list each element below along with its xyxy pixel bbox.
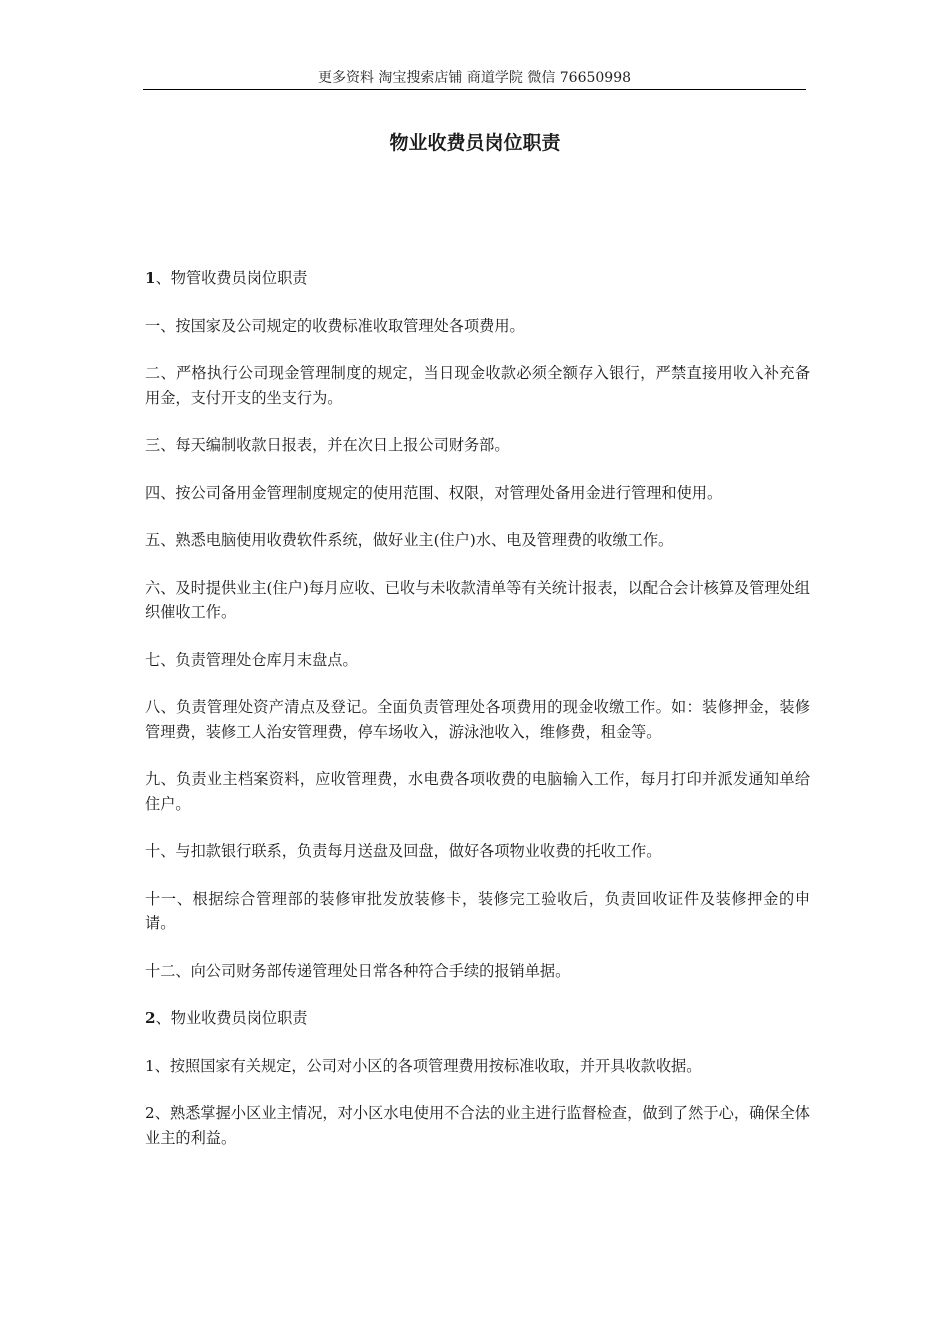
- duty-item: 2、熟悉掌握小区业主情况，对小区水电使用不合法的业主进行监督检查，做到了然于心，确保全体业主的利益。: [145, 1104, 810, 1147]
- section-heading-text: 、物管收费员岗位职责: [155, 269, 308, 287]
- section-number: 1: [145, 269, 156, 287]
- duty-item: 十、与扣款银行联系，负责每月送盘及回盘，做好各项物业收费的托收工作。: [145, 842, 662, 860]
- duty-item: 五、熟悉电脑使用收费软件系统，做好业主(住户)水、电及管理费的收缴工作。: [145, 531, 674, 549]
- duty-item: 七、负责管理处仓库月末盘点。: [145, 650, 358, 669]
- duty-item: 二、严格执行公司现金管理制度的规定，当日现金收款必须全额存入银行，严禁直接用收入补充备用金，支付开支的坐支行为。: [145, 364, 810, 407]
- duty-item: 一、按国家及公司规定的收费标准收取管理处各项费用。: [145, 316, 525, 335]
- header-rule: [143, 89, 806, 90]
- duty-item: 三、每天编制收款日报表，并在次日上报公司财务部。: [145, 436, 510, 454]
- page-header: [143, 68, 806, 89]
- duty-item: 十一、根据综合管理部的装修审批发放装修卡，装修完工验收后，负责回收证件及装修押金的申请。: [145, 889, 810, 932]
- duty-item: 六、及时提供业主(住户)每月应收、已收与未收款清单等有关统计报表，以配合会计核算及管理处组织催收工作。: [145, 578, 810, 621]
- section-heading-text: 、物业收费员岗位职责: [155, 1009, 308, 1027]
- section-heading-1: [145, 266, 810, 291]
- header-text: 更多资料 淘宝搜索店铺 商道学院 微信 76650998: [317, 70, 632, 86]
- duty-item: 八、负责管理处资产清点及登记。全面负责管理处各项费用的现金收缴工作。如：装修押金，装修管理费，装修工人治安管理费，停车场收入，游泳池收入，维修费，租金等。: [145, 698, 810, 741]
- duty-item: 十二、向公司财务部传递管理处日常各种符合手续的报销单据。: [145, 961, 571, 980]
- duty-item: 九、负责业主档案资料，应收管理费，水电费各项收费的电脑输入工作，每月打印并派发通知单给住户。: [145, 770, 810, 813]
- document-body: [145, 266, 810, 1173]
- section-heading-2: [145, 1006, 810, 1031]
- duty-item: 四、按公司备用金管理制度规定的使用范围、权限，对管理处备用金进行管理和使用。: [145, 483, 723, 502]
- document-title: 物业收费员岗位职责: [389, 132, 561, 154]
- section-number: 2: [145, 1009, 156, 1027]
- duty-item: 1、按照国家有关规定，公司对小区的各项管理费用按标准收取，并开具收款收据。: [145, 1056, 702, 1075]
